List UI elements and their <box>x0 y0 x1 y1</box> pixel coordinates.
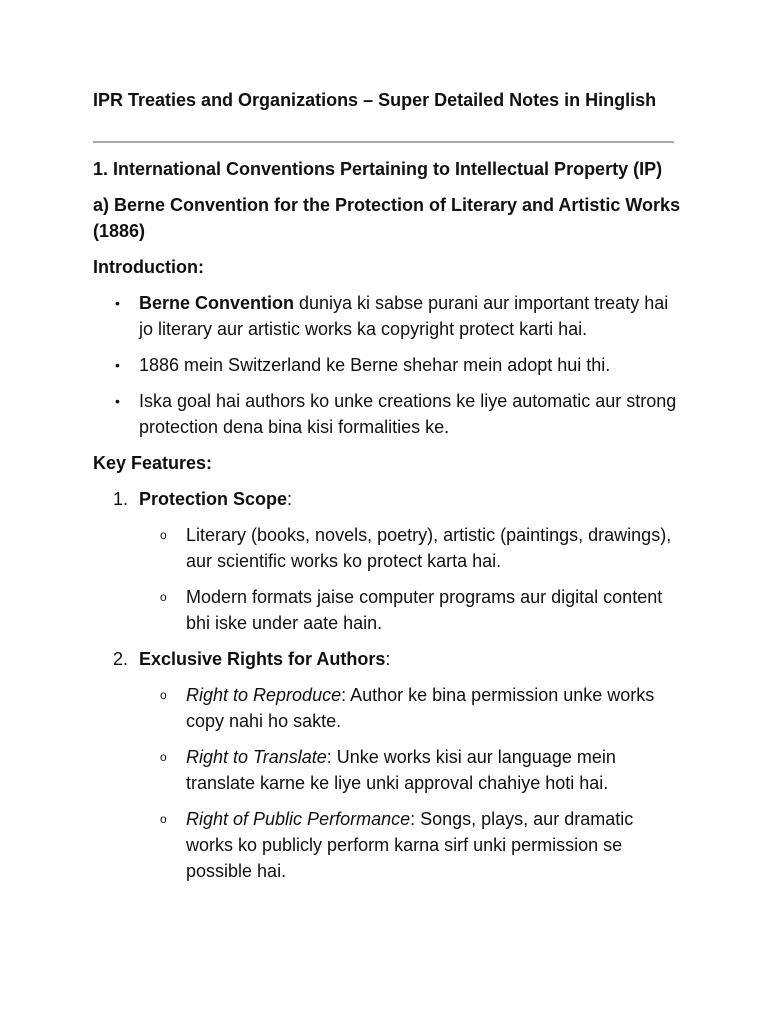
subsection-heading: a) Berne Convention for the Protection of Literary and Artistic Works (1886) <box>93 195 681 241</box>
circle-bullet-icon: o <box>160 528 167 542</box>
document-body <box>93 156 683 894</box>
bullet-icon: • <box>115 393 120 409</box>
sub-item-text: Modern formats jaise computer programs aur digital content bhi iske under aate hain. <box>186 587 663 633</box>
sub-list-item <box>93 584 683 636</box>
list-item-text: Iska goal hai authors ko unke creations ke liye automatic aur strong protection dena bina kisi formalities ke. <box>139 391 677 437</box>
feature-heading <box>93 646 683 672</box>
list-item <box>93 388 683 440</box>
list-item-text: 1886 mein Switzerland ke Berne shehar mein adopt hui thi. <box>139 355 611 375</box>
bullet-icon: • <box>115 295 120 311</box>
sub-item-italic: Right to Translate <box>186 747 327 767</box>
feature-title: Exclusive Rights for Authors <box>139 649 386 669</box>
key-features-list <box>93 486 683 884</box>
feature-item <box>93 646 683 884</box>
bullet-icon: • <box>115 357 120 373</box>
list-item-text: duniya ki sabse purani aur important treaty hai jo literary aur artistic works ka copyright protect karti hai. <box>139 293 669 339</box>
key-features-label: Key Features: <box>93 453 213 473</box>
feature-title: Protection Scope <box>139 489 288 509</box>
sub-list-item <box>93 522 683 574</box>
feature-suffix: : <box>385 649 391 669</box>
sub-item-italic: Right to Reproduce <box>186 685 342 705</box>
sub-list-item <box>93 806 683 884</box>
sub-list-item <box>93 744 683 796</box>
sub-list-item <box>93 682 683 734</box>
introduction-list <box>93 290 683 440</box>
circle-bullet-icon: o <box>160 812 167 826</box>
sub-item-text: : Unke works kisi aur language mein translate karne ke liye unki approval chahiye hoti hai. <box>186 747 616 793</box>
feature-item <box>93 486 683 636</box>
horizontal-divider <box>93 141 674 143</box>
list-item-bold: Berne Convention <box>139 293 295 313</box>
feature-points <box>93 682 683 884</box>
feature-suffix: : <box>287 489 293 509</box>
feature-heading <box>93 486 683 512</box>
circle-bullet-icon: o <box>160 688 167 702</box>
sub-item-text: : Songs, plays, aur dramatic works ko publicly perform karna sirf unki permission se possible hai. <box>186 809 634 881</box>
list-item <box>93 290 683 342</box>
list-item <box>93 352 683 378</box>
sub-item-text: : Author ke bina permission unke works copy nahi ho sakte. <box>186 685 655 731</box>
introduction-label: Introduction: <box>93 257 204 277</box>
feature-number: 2. <box>113 649 129 669</box>
sub-item-text: Literary (books, novels, poetry), artistic (paintings, drawings), aur scientific works ko protect karta hai. <box>186 525 672 571</box>
circle-bullet-icon: o <box>160 750 167 764</box>
sub-item-italic: Right of Public Performance <box>186 809 411 829</box>
document-title: IPR Treaties and Organizations – Super Detailed Notes in Hinglish <box>93 90 657 110</box>
circle-bullet-icon: o <box>160 590 167 604</box>
section-heading: 1. International Conventions Pertaining to Intellectual Property (IP) <box>93 159 663 179</box>
feature-number: 1. <box>113 489 129 509</box>
feature-points <box>93 522 683 636</box>
